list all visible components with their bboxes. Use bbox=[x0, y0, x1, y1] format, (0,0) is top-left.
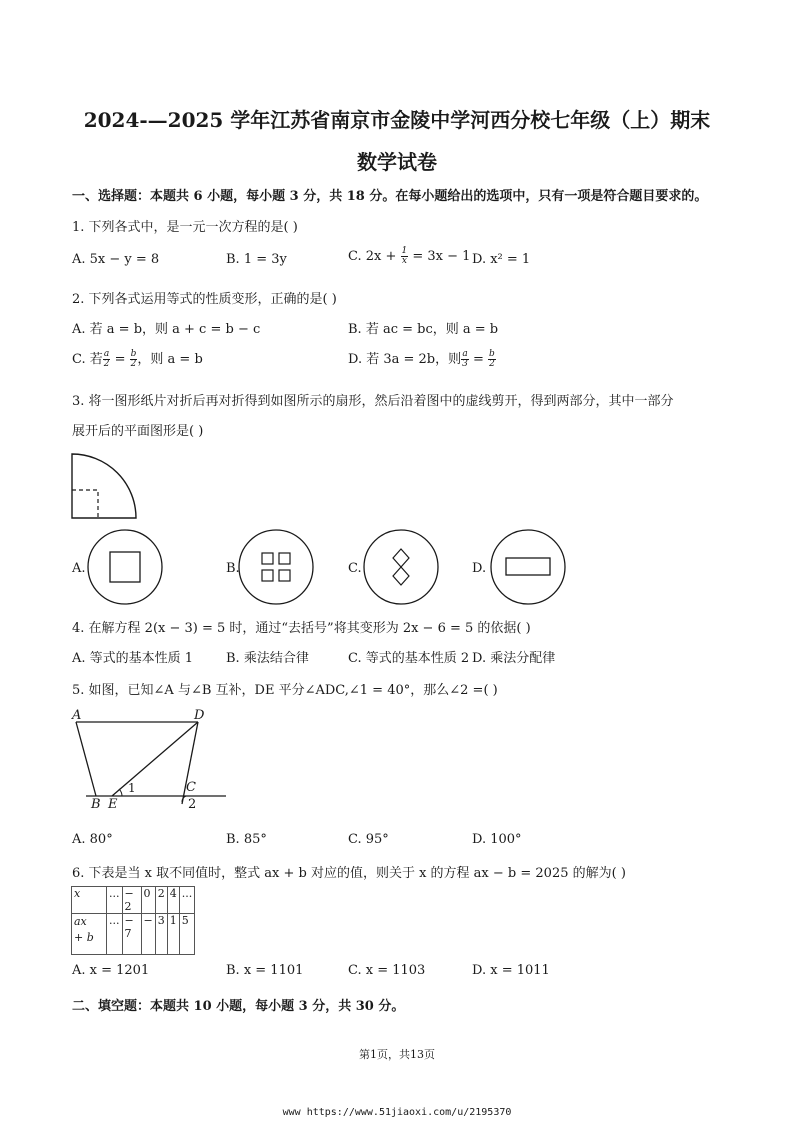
q5-angle-1-label: 1 bbox=[128, 781, 136, 795]
q3-option-a-figure bbox=[87, 529, 163, 605]
q2-option-b: B. 若 ac = bc，则 a = b bbox=[348, 322, 499, 337]
q3-stem-line2: 展开后的平面图形是( ) bbox=[72, 424, 204, 439]
q2-option-a: A. 若 a = b，则 a + c = b − c bbox=[72, 322, 261, 337]
table-cell: 1 bbox=[167, 914, 179, 955]
q5-label-a: A bbox=[72, 708, 82, 723]
q6-value-table bbox=[71, 886, 195, 955]
q1-option-b: B. 1 = 3y bbox=[226, 252, 287, 267]
q1-option-c: C. 2x + $\frac{1}{x}$ = 3x − 1 bbox=[348, 246, 471, 266]
table-cell: 0 bbox=[141, 887, 155, 914]
q1-option-d: D. x² = 1 bbox=[472, 252, 531, 267]
q5-stem: 5. 如图，已知∠A 与∠B 互补，DE 平分∠ADC,∠1 = 40°，那么∠2 =( ) bbox=[72, 683, 498, 698]
table-cell: ... bbox=[179, 887, 195, 914]
q5-label-d: D bbox=[194, 708, 205, 723]
q3-option-a-label: A. bbox=[72, 561, 86, 576]
q5-label-c: C bbox=[186, 780, 196, 795]
q5-option-c: C. 95° bbox=[348, 832, 389, 847]
page-number: 第1页，共13页 bbox=[359, 1048, 435, 1061]
table-cell: x bbox=[72, 887, 107, 914]
q5-label-e: E bbox=[108, 797, 118, 812]
q6-stem: 6. 下表是当 x 取不同值时，整式 ax + b 对应的值，则关于 x 的方程 ax − b = 2025 的解为( ) bbox=[72, 866, 626, 881]
table-cell: − 2 bbox=[122, 887, 141, 914]
table-cell: 2 bbox=[155, 887, 167, 914]
section-2-heading: 二、填空题：本题共 10 小题，每小题 3 分，共 30 分。 bbox=[72, 999, 405, 1014]
table-cell: 5 bbox=[179, 914, 195, 955]
q1-option-a: A. 5x − y = 8 bbox=[72, 252, 160, 267]
page-title-line2: 数学试卷 bbox=[357, 150, 437, 174]
q1-stem: 1. 下列各式中，是一元一次方程的是( ) bbox=[72, 220, 298, 235]
q3-option-b-figure bbox=[238, 529, 314, 605]
q5-angle-2-label: 2 bbox=[188, 797, 197, 812]
q6-option-b: B. x = 1101 bbox=[226, 963, 304, 978]
table-cell: 3 bbox=[155, 914, 167, 955]
q6-option-c: C. x = 1103 bbox=[348, 963, 426, 978]
table-cell: ... bbox=[107, 914, 123, 955]
table-cell: − bbox=[141, 914, 155, 955]
section-1-heading: 一、选择题：本题共 6 小题，每小题 3 分，共 18 分。在每小题给出的选项中，只有一项是符合题目要求的。 bbox=[72, 189, 708, 204]
q4-option-c: C. 等式的基本性质 2 bbox=[348, 651, 470, 666]
q3-option-d-figure bbox=[490, 529, 566, 605]
q5-option-b: B. 85° bbox=[226, 832, 267, 847]
q5-label-b: B bbox=[91, 797, 101, 812]
table-row bbox=[72, 887, 195, 914]
q6-option-d: D. x = 1011 bbox=[472, 963, 550, 978]
q3-option-d-label: D. bbox=[472, 561, 487, 576]
q3-option-c-label: C. bbox=[348, 561, 362, 576]
q4-stem: 4. 在解方程 2(x − 3) = 5 时，通过“去括号”将其变形为 2x − 6 = 5 的依据( ) bbox=[72, 621, 531, 636]
q5-option-a: A. 80° bbox=[72, 832, 113, 847]
q3-stem-line1: 3. 将一图形纸片对折后再对折得到如图所示的扇形，然后沿着图中的虚线剪开，得到两部分，其中一部分 bbox=[72, 394, 674, 409]
table-cell: 4 bbox=[167, 887, 179, 914]
table-row bbox=[72, 914, 195, 955]
table-cell: − 7 bbox=[122, 914, 141, 955]
source-url: www https://www.51jiaoxi.com/u/2195370 bbox=[282, 1107, 512, 1118]
q4-option-d: D. 乘法分配律 bbox=[472, 651, 556, 666]
q5-option-d: D. 100° bbox=[472, 832, 522, 847]
page-title-line1: 2024-—2025 学年江苏省南京市金陵中学河西分校七年级（上）期末 bbox=[83, 108, 711, 132]
q3-folded-sector-figure bbox=[70, 452, 140, 522]
table-cell: ax + b bbox=[72, 914, 107, 955]
q3-option-b-label: B. bbox=[226, 561, 240, 576]
q2-option-c: C. 若 $\frac{a}{2}$ = $\frac{b}{2}$ ，则 a = b bbox=[72, 349, 203, 369]
q3-option-c-figure bbox=[363, 529, 439, 605]
q4-option-a: A. 等式的基本性质 1 bbox=[72, 651, 194, 666]
q4-option-b: B. 乘法结合律 bbox=[226, 651, 309, 666]
q6-option-a: A. x = 1201 bbox=[72, 963, 150, 978]
table-cell: ... bbox=[107, 887, 123, 914]
q2-stem: 2. 下列各式运用等式的性质变形，正确的是( ) bbox=[72, 292, 337, 307]
q2-option-d: D. 若 3a = 2b，则 $\frac{a}{3}$ = $\frac{b}{2}$ bbox=[348, 349, 495, 369]
